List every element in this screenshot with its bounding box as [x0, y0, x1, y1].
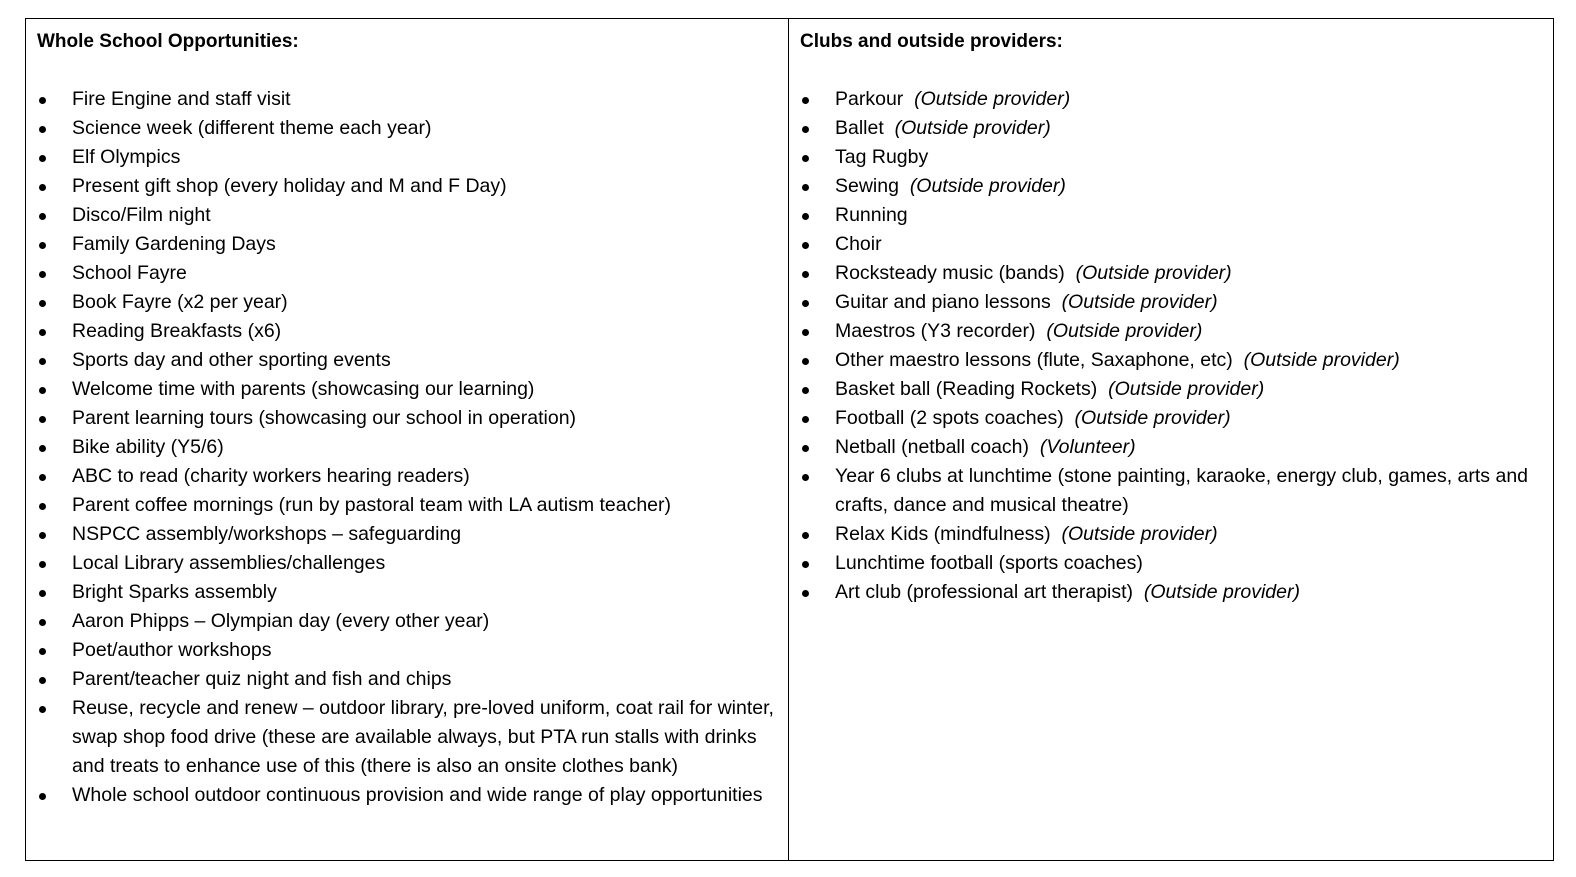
list-item-text: Choir: [835, 233, 882, 255]
provider-note: (Outside provider): [1046, 320, 1203, 342]
provider-note: (Outside provider): [1075, 262, 1232, 284]
list-item-text: Present gift shop (every holiday and M and F Day): [72, 175, 507, 197]
list-item-text: Science week (different theme each year): [72, 117, 432, 139]
bullet-icon: [802, 184, 809, 191]
bullet-icon: [802, 416, 809, 423]
bullet-icon: [39, 532, 46, 539]
list-item: [37, 549, 778, 578]
list-item: [37, 578, 778, 607]
list-item-text: Parkour: [835, 88, 904, 110]
list-item-text: Reuse, recycle and renew – outdoor library, pre-loved uniform, coat rail for winter, swap shop food drive (these are available always, but PTA run stalls with drinks and treats to enhance use of this (there is also an onsite clothes bank): [72, 697, 774, 777]
list-item-text: Aaron Phipps – Olympian day (every other year): [72, 610, 490, 632]
list-item: [37, 607, 778, 636]
list-item-text: Book Fayre (x2 per year): [72, 291, 288, 313]
list-item-text: Poet/author workshops: [72, 639, 272, 661]
list-item: [800, 375, 1543, 404]
list-item: [800, 520, 1543, 549]
list-item-text: Family Gardening Days: [72, 233, 276, 255]
bullet-icon: [802, 97, 809, 104]
provider-note: (Outside provider): [894, 117, 1051, 139]
list-item: [800, 346, 1543, 375]
bullet-icon: [802, 271, 809, 278]
bullet-icon: [802, 126, 809, 133]
provider-note: (Outside provider): [1061, 291, 1218, 313]
list-item: [37, 85, 778, 114]
bullet-icon: [39, 155, 46, 162]
list-item: [37, 491, 778, 520]
list-item: [37, 230, 778, 259]
list-item-text: Parent coffee mornings (run by pastoral team with LA autism teacher): [72, 494, 672, 516]
provider-note: (Outside provider): [909, 175, 1066, 197]
list-item-text: Bike ability (Y5/6): [72, 436, 224, 458]
list-item: [800, 143, 1543, 172]
bullet-icon: [39, 706, 46, 713]
list-item-text: Elf Olympics: [72, 146, 181, 168]
list-item-text: NSPCC assembly/workshops – safeguarding: [72, 523, 462, 545]
list-item: [800, 230, 1543, 259]
list-item: [37, 375, 778, 404]
list-item-text: Sports day and other sporting events: [72, 349, 391, 371]
whole-school-heading: Whole School Opportunities:: [37, 31, 299, 52]
bullet-icon: [39, 445, 46, 452]
bullet-icon: [39, 329, 46, 336]
list-item: [800, 85, 1543, 114]
list-item-text: Basket ball (Reading Rockets): [835, 378, 1098, 400]
bullet-icon: [39, 300, 46, 307]
bullet-icon: [39, 126, 46, 133]
list-item: [800, 201, 1543, 230]
bullet-icon: [39, 242, 46, 249]
bullet-icon: [802, 532, 809, 539]
clubs-heading: Clubs and outside providers:: [800, 31, 1063, 52]
bullet-icon: [39, 619, 46, 626]
list-item-text: Parent/teacher quiz night and fish and chips: [72, 668, 452, 690]
bullet-icon: [39, 474, 46, 481]
list-item-text: Guitar and piano lessons: [835, 291, 1051, 313]
bullet-icon: [802, 155, 809, 162]
bullet-icon: [802, 358, 809, 365]
list-item-text: Netball (netball coach): [835, 436, 1030, 458]
list-item: [800, 549, 1543, 578]
list-item: [37, 114, 778, 143]
list-item: [800, 317, 1543, 346]
clubs-list: [800, 85, 1543, 607]
list-item-text: Relax Kids (mindfulness): [835, 523, 1051, 545]
list-item-text: Reading Breakfasts (x6): [72, 320, 282, 342]
list-item-text: Tag Rugby: [835, 146, 929, 168]
bullet-icon: [39, 590, 46, 597]
list-item-text: Disco/Film night: [72, 204, 211, 226]
list-item-text: Parent learning tours (showcasing our school in operation): [72, 407, 577, 429]
provider-note: (Outside provider): [1243, 349, 1400, 371]
list-item: [37, 462, 778, 491]
bullet-icon: [802, 474, 809, 481]
list-item-text: Other maestro lessons (flute, Saxaphone, etc): [835, 349, 1233, 371]
list-item-text: Year 6 clubs at lunchtime (stone painting, karaoke, energy club, games, arts and crafts, dance and musical theatre): [835, 465, 1529, 516]
list-item: [37, 317, 778, 346]
list-item-text: Art club (professional art therapist): [835, 581, 1134, 603]
document-table: [25, 18, 1554, 861]
bullet-icon: [39, 503, 46, 510]
list-item-text: Running: [835, 204, 908, 226]
list-item-text: School Fayre: [72, 262, 187, 284]
bullet-icon: [39, 271, 46, 278]
list-item-text: Fire Engine and staff visit: [72, 88, 291, 110]
bullet-icon: [802, 300, 809, 307]
list-item: [800, 172, 1543, 201]
bullet-icon: [39, 184, 46, 191]
list-item: [37, 665, 778, 694]
list-item: [37, 433, 778, 462]
list-item: [37, 520, 778, 549]
list-item-text: Whole school outdoor continuous provision and wide range of play opportunities: [72, 784, 763, 806]
bullet-icon: [39, 416, 46, 423]
list-item-text: Football (2 spots coaches): [835, 407, 1064, 429]
bullet-icon: [39, 213, 46, 220]
list-item-text: Local Library assemblies/challenges: [72, 552, 386, 574]
bullet-icon: [802, 590, 809, 597]
provider-note: (Outside provider): [914, 88, 1071, 110]
list-item: [37, 201, 778, 230]
bullet-icon: [802, 242, 809, 249]
provider-note: (Outside provider): [1074, 407, 1231, 429]
provider-note: (Volunteer): [1039, 436, 1136, 458]
bullet-icon: [802, 387, 809, 394]
bullet-icon: [39, 358, 46, 365]
heading-spacer: [800, 56, 1543, 85]
list-item: [800, 114, 1543, 143]
list-item: [37, 172, 778, 201]
list-item-text: Ballet: [835, 117, 884, 139]
list-item: [800, 259, 1543, 288]
bullet-icon: [802, 445, 809, 452]
bullet-icon: [39, 561, 46, 568]
list-item: [37, 694, 778, 781]
list-item: [37, 143, 778, 172]
list-item-text: Welcome time with parents (showcasing our learning): [72, 378, 535, 400]
provider-note: (Outside provider): [1061, 523, 1218, 545]
list-item: [37, 346, 778, 375]
list-item: [37, 259, 778, 288]
bullet-icon: [39, 677, 46, 684]
list-item: [800, 288, 1543, 317]
list-item-text: Bright Sparks assembly: [72, 581, 277, 603]
list-item-text: Maestros (Y3 recorder): [835, 320, 1036, 342]
list-item: [800, 462, 1543, 520]
bullet-icon: [39, 97, 46, 104]
bullet-icon: [39, 648, 46, 655]
bullet-icon: [802, 561, 809, 568]
whole-school-column: [26, 19, 789, 860]
list-item-text: Lunchtime football (sports coaches): [835, 552, 1143, 574]
list-item: [37, 781, 778, 810]
bullet-icon: [39, 793, 46, 800]
list-item: [37, 288, 778, 317]
clubs-column: [789, 19, 1553, 860]
whole-school-list: [37, 85, 778, 810]
heading-spacer: [37, 56, 778, 85]
list-item-text: ABC to read (charity workers hearing readers): [72, 465, 470, 487]
bullet-icon: [802, 213, 809, 220]
list-item: [37, 636, 778, 665]
bullet-icon: [802, 329, 809, 336]
list-item-text: Sewing: [835, 175, 899, 197]
bullet-icon: [39, 387, 46, 394]
list-item: [800, 578, 1543, 607]
list-item: [37, 404, 778, 433]
provider-note: (Outside provider): [1108, 378, 1265, 400]
provider-note: (Outside provider): [1143, 581, 1300, 603]
list-item-text: Rocksteady music (bands): [835, 262, 1065, 284]
list-item: [800, 433, 1543, 462]
list-item: [800, 404, 1543, 433]
